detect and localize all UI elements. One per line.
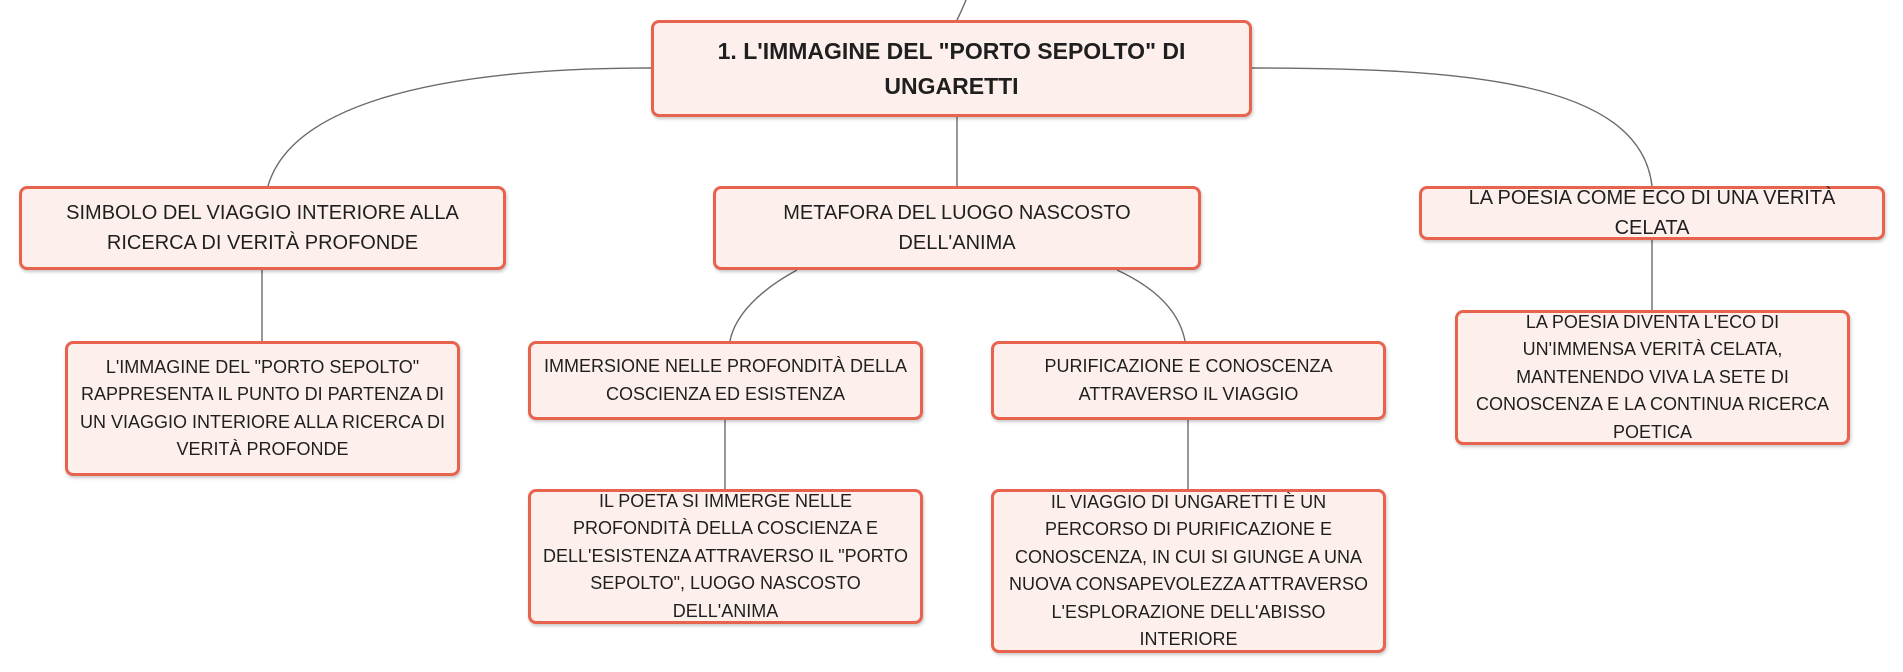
branch-center-label: METAFORA DEL LUOGO NASCOSTO DELL'ANIMA (783, 202, 1131, 254)
subtopic-immersion-detail[interactable] (528, 489, 923, 624)
branch-left-detail-text: L'IMMAGINE DEL "PORTO SEPOLTO" RAPPRESENTA IL PUNTO DI PARTENZA DI UN VIAGGIO INTERIORE ALLA RICERCA DI VERITÀ PROFONDE (79, 356, 446, 459)
connector-root-parent (957, 0, 966, 20)
branch-right-label: LA POESIA COME ECO DI UNA VERITÀ CELATA (1468, 187, 1836, 239)
connector-root-left (268, 68, 651, 186)
subtopic-purification-detail[interactable] (991, 489, 1386, 653)
subtopic-purification[interactable] (991, 341, 1386, 420)
connector-root-right (1252, 68, 1652, 186)
branch-right-detail[interactable] (1455, 310, 1850, 445)
branch-right-topic[interactable] (1419, 186, 1885, 240)
connector-center-sub-a (730, 270, 797, 341)
root-topic-label: 1. L'IMMAGINE DEL "PORTO SEPOLTO" DI UNGARETTI (717, 37, 1186, 99)
branch-left-label: SIMBOLO DEL VIAGGIO INTERIORE ALLA RICERCA DI VERITÀ PROFONDE (66, 202, 459, 254)
branch-left-detail[interactable] (65, 341, 460, 476)
branch-center-topic[interactable] (713, 186, 1201, 270)
subtopic-purification-label: PURIFICAZIONE E CONOSCENZA ATTRAVERSO IL VIAGGIO (1044, 356, 1333, 404)
subtopic-immersion[interactable] (528, 341, 923, 420)
subtopic-immersion-detail-text: IL POETA SI IMMERGE NELLE PROFONDITÀ DELLA COSCIENZA E DELL'ESISTENZA ATTRAVERSO IL "PORTO SEPOLTO", LUOGO NASCOSTO DELL'ANIMA (543, 490, 908, 621)
root-topic[interactable] (651, 20, 1252, 117)
subtopic-purification-detail-text: IL VIAGGIO DI UNGARETTI È UN PERCORSO DI PURIFICAZIONE E CONOSCENZA, IN CUI SI GIUNGE A UNA NUOVA CONSAPEVOLEZZA ATTRAVERSO L'ESPLORAZIONE DELL'ABISSO INTERIORE (1008, 491, 1369, 649)
subtopic-immersion-label: IMMERSIONE NELLE PROFONDITÀ DELLA COSCIENZA ED ESISTENZA (543, 356, 908, 404)
connector-center-sub-b (1117, 270, 1185, 341)
branch-left-topic[interactable] (19, 186, 506, 270)
branch-right-detail-text: LA POESIA DIVENTA L'ECO DI UN'IMMENSA VERITÀ CELATA, MANTENENDO VIVA LA SETE DI CONOSCENZA E LA CONTINUA RICERCA POETICA (1475, 311, 1830, 442)
